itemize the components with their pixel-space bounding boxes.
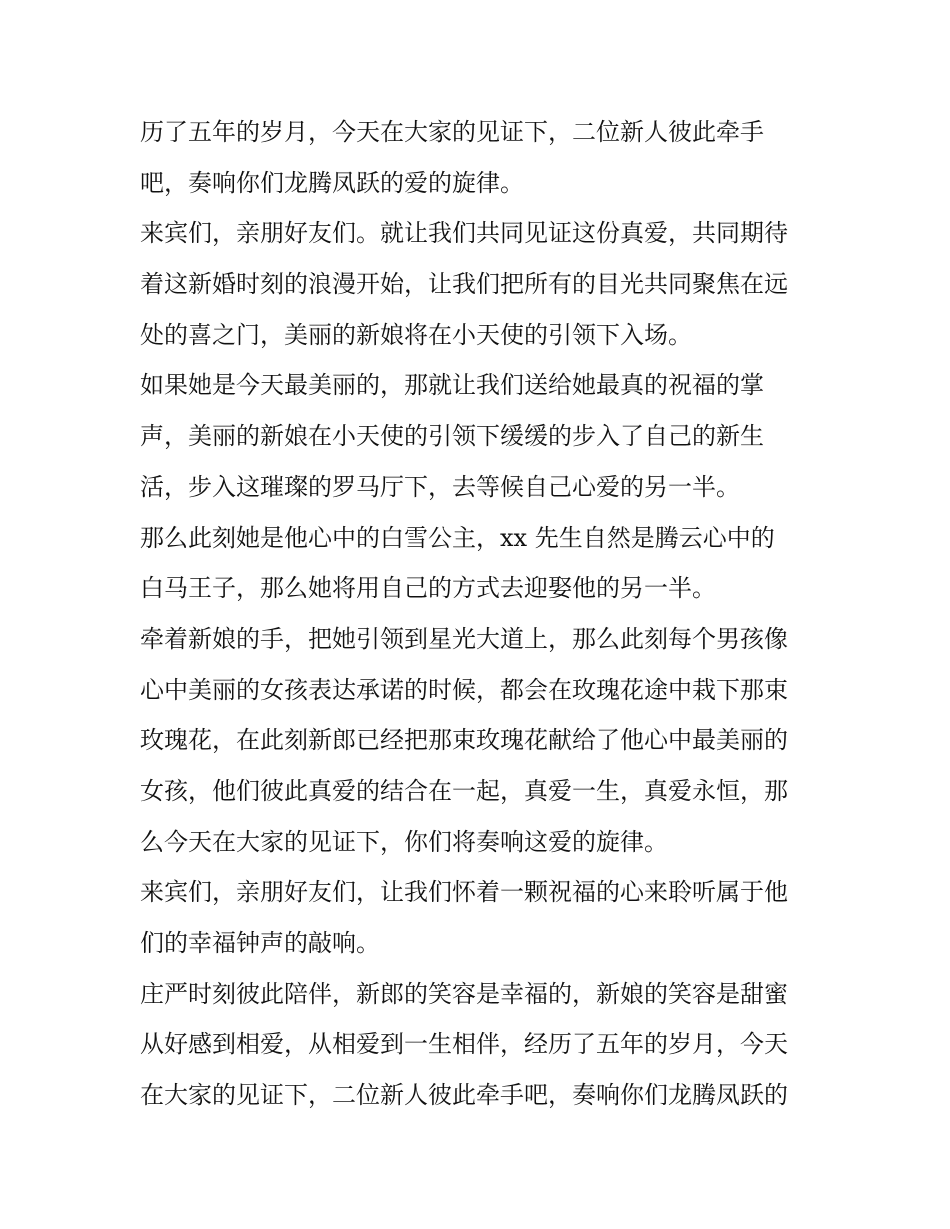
text-line: 来宾们，亲朋好友们。就让我们共同见证这份真爱，共同期待 <box>140 219 788 248</box>
text-line: 庄严时刻彼此陪伴，新郎的笑容是幸福的，新娘的笑容是甜蜜 <box>140 979 788 1008</box>
text-line: 牵着新娘的手，把她引领到星光大道上，那么此刻每个男孩像 <box>140 624 788 653</box>
text-line: 白马王子，那么她将用自己的方式去迎娶他的另一半。 <box>140 574 716 603</box>
text-line: 们的幸福钟声的敲响。 <box>140 929 380 957</box>
text-line: 那么此刻她是他心中的白雪公主，xx 先生自然是腾云心中的 <box>140 523 775 552</box>
text-line: 处的喜之门，美丽的新娘将在小天使的引领下入场。 <box>140 320 692 349</box>
text-line: 女孩，他们彼此真爱的结合在一起，真爱一生，真爱永恒，那 <box>140 776 788 805</box>
text-line: 玫瑰花，在此刻新郎已经把那束玫瑰花献给了他心中最美丽的 <box>140 726 788 755</box>
text-line: 如果她是今天最美丽的，那就让我们送给她最真的祝福的掌 <box>140 371 764 400</box>
document-body <box>140 107 820 1121</box>
text-line: 心中美丽的女孩表达承诺的时候，都会在玫瑰花途中栽下那束 <box>140 675 788 704</box>
text-line: 么今天在大家的见证下，你们将奏响这爱的旋律。 <box>140 827 668 856</box>
text-line: 活，步入这璀璨的罗马厅下，去等候自己心爱的另一半。 <box>140 472 740 501</box>
text-line: 来宾们，亲朋好友们，让我们怀着一颗祝福的心来聆听属于他 <box>140 878 788 907</box>
text-line: 历了五年的岁月，今天在大家的见证下，二位新人彼此牵手 <box>140 118 764 146</box>
text-line: 吧，奏响你们龙腾凤跃的爱的旋律。 <box>140 168 524 197</box>
text-line: 声，美丽的新娘在小天使的引领下缓缓的步入了自己的新生 <box>140 422 764 451</box>
text-line: 在大家的见证下，二位新人彼此牵手吧，奏响你们龙腾凤跃的 <box>140 1081 788 1110</box>
text-line: 着这新婚时刻的浪漫开始，让我们把所有的目光共同聚焦在远 <box>140 270 788 299</box>
text-line: 从好感到相爱，从相爱到一生相伴，经历了五年的岁月，今天 <box>140 1030 788 1059</box>
